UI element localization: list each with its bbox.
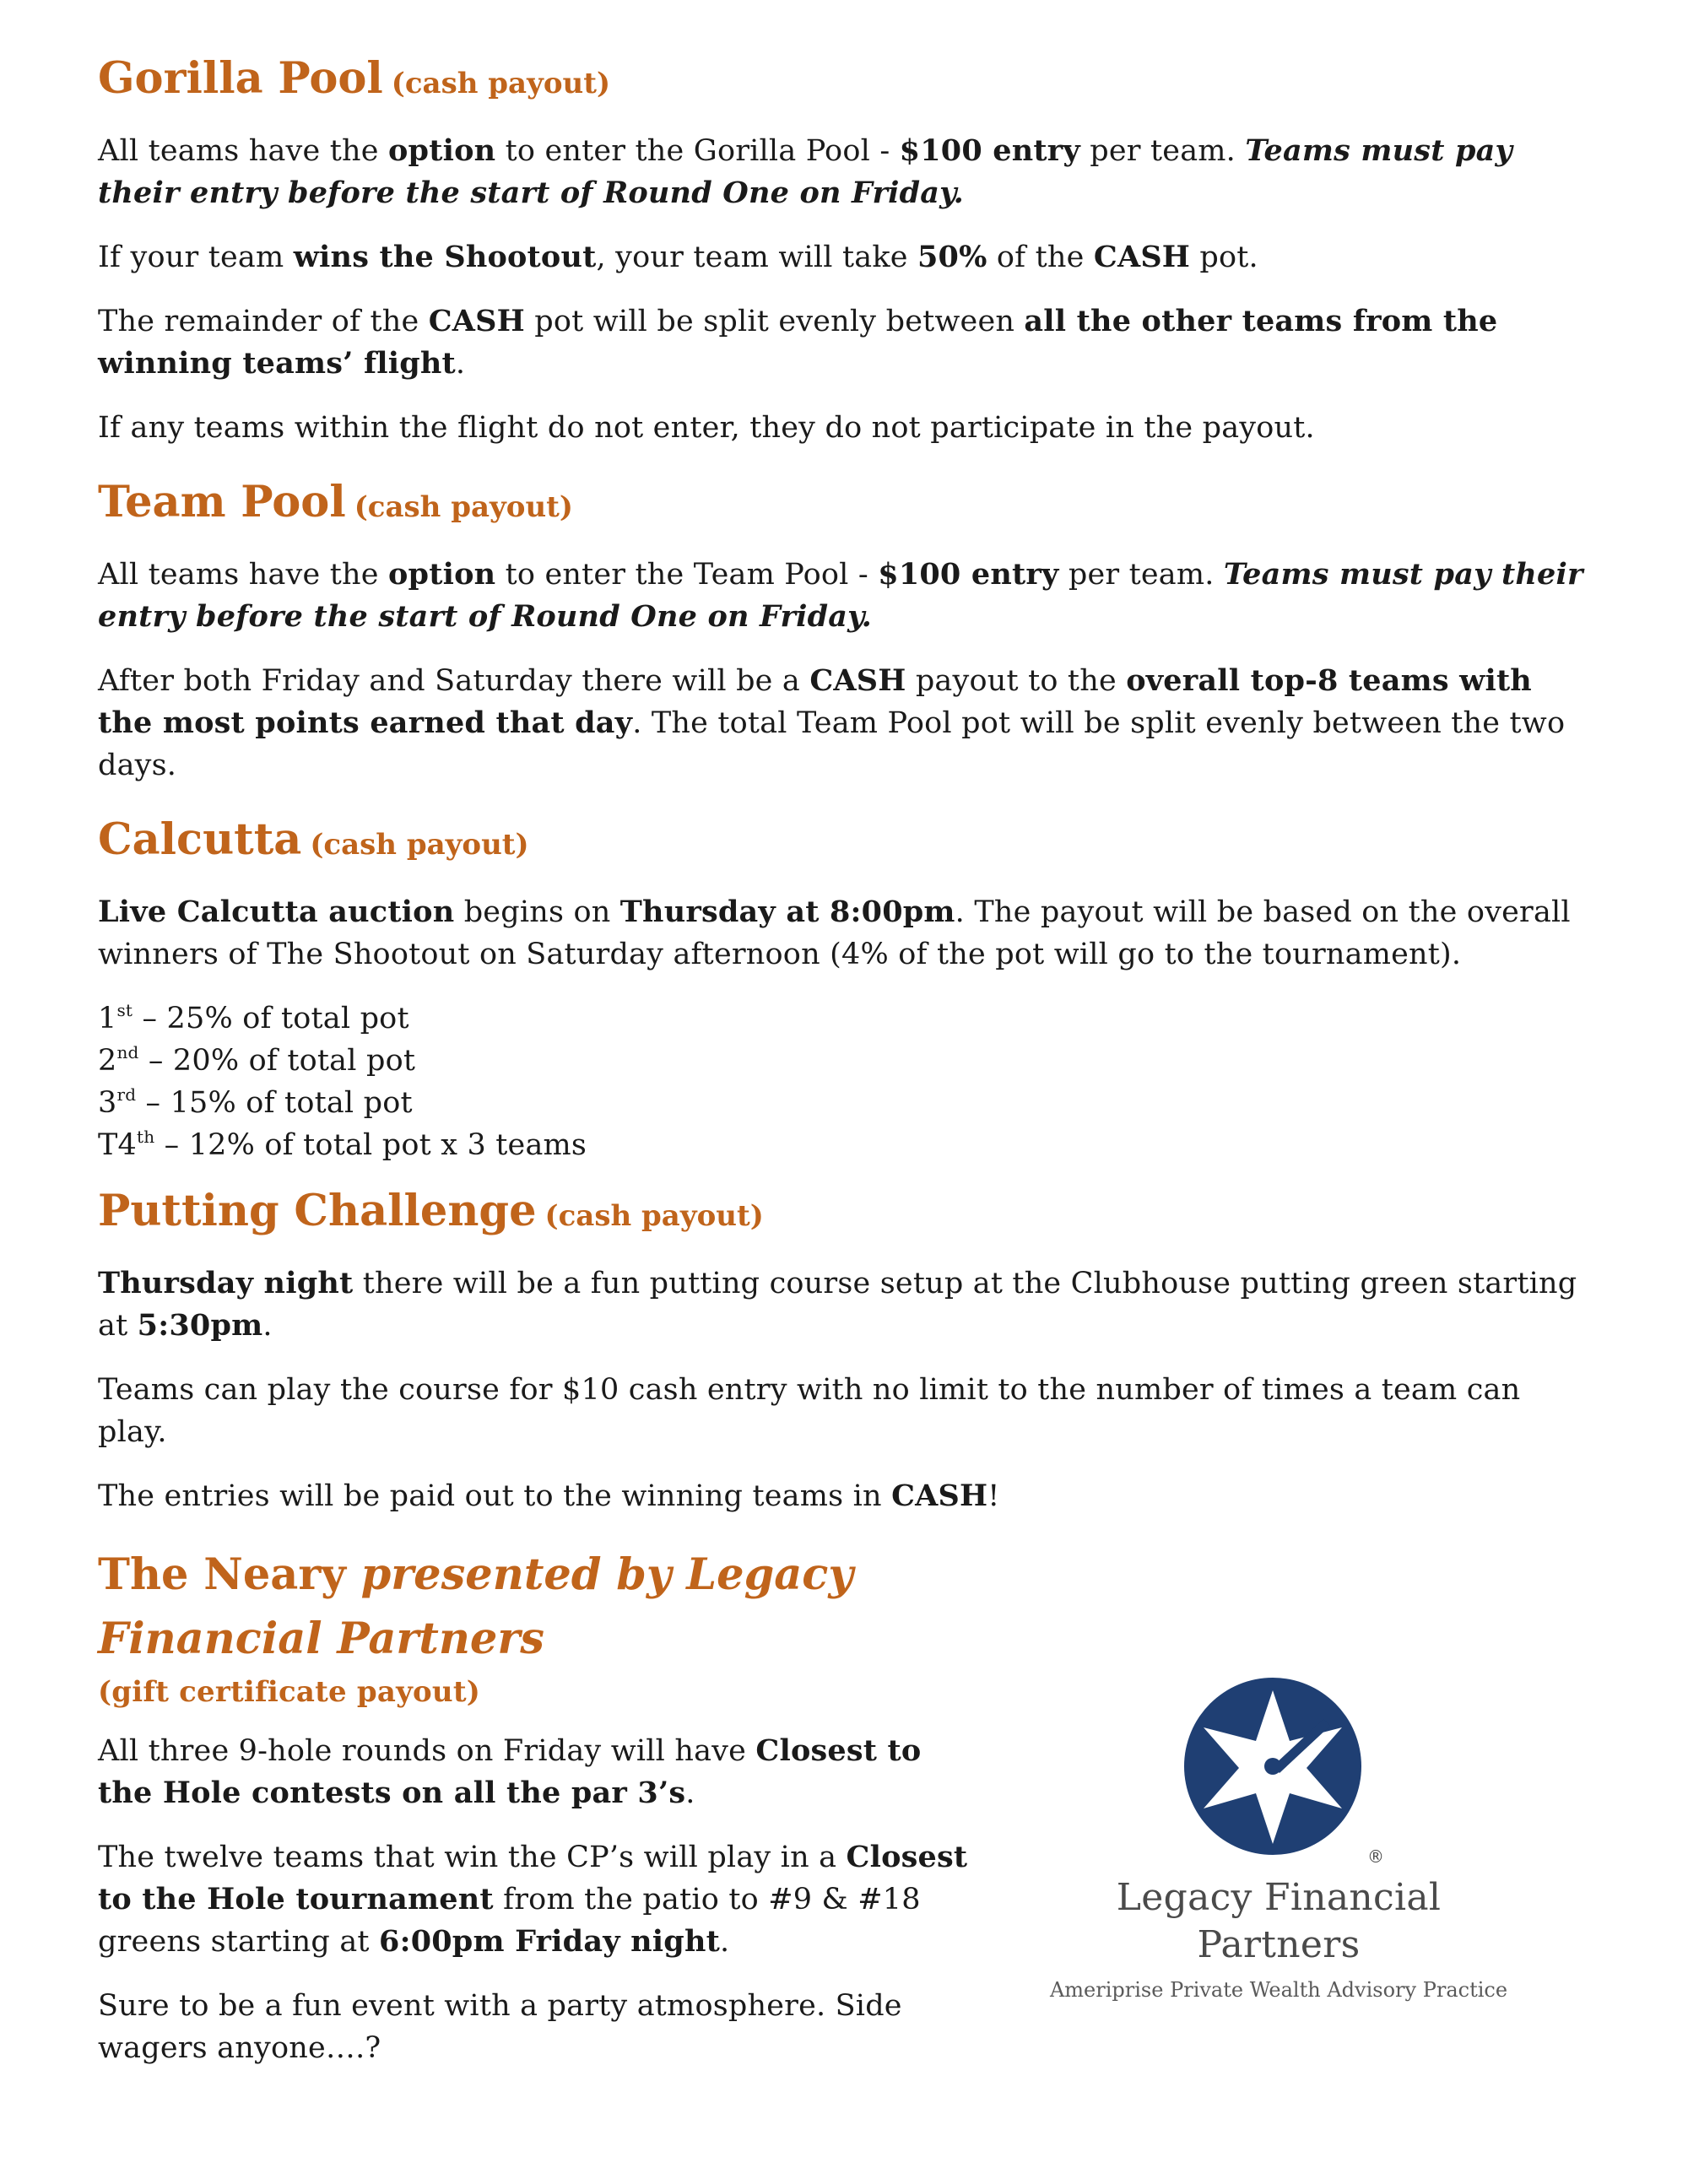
gorilla-pool-section	[98, 49, 1583, 449]
neary-paragraph-1: All three 9-hole rounds on Friday will have Closest to the Hole contests on all the par 3’s.	[98, 1733, 922, 1810]
logo-tagline: Ameriprise Private Wealth Advisory Practice	[1049, 1978, 1508, 2002]
neary-subtitle: (gift certificate payout)	[98, 1675, 481, 1709]
gorilla-pool-paragraph-3: The remainder of the CASH pot will be split evenly between all the other teams from the winning teams’ flight.	[98, 304, 1498, 381]
gorilla-pool-heading	[98, 49, 1583, 113]
team-pool-heading	[98, 473, 1583, 537]
gorilla-pool-paragraph-2: If your team wins the Shootout, your team will take 50% of the CASH pot.	[98, 240, 1258, 274]
legacy-financial-partners-logo	[1038, 1667, 1519, 2002]
gorilla-pool-paragraph-4: If any teams within the flight do not enter, they do not participate in the payout.	[98, 411, 1315, 445]
putting-challenge-section	[98, 1181, 1583, 1517]
calcutta-section	[98, 810, 1583, 1166]
gorilla-pool-paragraph-1: All teams have the option to enter the Gorilla Pool - $100 entry per team. Teams must pay their entry before the start of Round One on Friday.	[98, 133, 1513, 210]
payout-place: 2nd – 20% of total pot	[98, 1042, 416, 1078]
calcutta-payout-list	[98, 997, 1583, 1166]
star-in-circle-logo-icon	[1173, 1667, 1384, 1869]
neary-paragraph-2: The twelve teams that win the CP’s will play in a Closest to the Hole tournament from the patio to #9 & #18 greens starting at 6:00pm Friday night.	[98, 1840, 968, 1959]
team-pool-subtitle: (cash payout)	[354, 490, 573, 524]
putting-challenge-subtitle: (cash payout)	[544, 1199, 764, 1233]
calcutta-title: Calcutta	[98, 814, 302, 865]
gorilla-pool-title: Gorilla Pool	[98, 53, 383, 104]
putting-challenge-heading	[98, 1181, 1583, 1246]
payout-place: T4th – 12% of total pot x 3 teams	[98, 1127, 587, 1162]
payout-place: 1st – 25% of total pot	[98, 1000, 409, 1035]
logo-company-name: Legacy Financial Partners	[1116, 1876, 1442, 1966]
team-pool-section	[98, 473, 1583, 787]
neary-title: The Neary	[98, 1549, 361, 1600]
putting-challenge-title: Putting Challenge	[98, 1186, 537, 1236]
neary-heading	[98, 1543, 984, 1671]
putting-challenge-paragraph-3: The entries will be paid out to the winning teams in CASH!	[98, 1479, 1000, 1513]
calcutta-paragraph-1: Live Calcutta auction begins on Thursday at 8:00pm. The payout will be based on the overall winners of The Shootout on Saturday afternoon (4% of the pot will go to the tournament).	[98, 895, 1571, 971]
calcutta-heading	[98, 810, 1583, 874]
team-pool-paragraph-1: All teams have the option to enter the Team Pool - $100 entry per team. Teams must pay their entry before the start of Round One on Friday.	[98, 557, 1583, 634]
payout-place: 3rd – 15% of total pot	[98, 1084, 413, 1120]
registered-mark: ®	[1367, 1846, 1384, 1867]
team-pool-paragraph-2: After both Friday and Saturday there will be a CASH payout to the overall top-8 teams with the most points earned that day. The total Team Pool pot will be split evenly between the two days.	[98, 663, 1566, 782]
putting-challenge-paragraph-2: Teams can play the course for $10 cash entry with no limit to the number of times a team can play.	[98, 1373, 1521, 1449]
gorilla-pool-subtitle: (cash payout)	[391, 67, 611, 100]
calcutta-subtitle: (cash payout)	[310, 828, 529, 862]
putting-challenge-paragraph-1: Thursday night there will be a fun putting course setup at the Clubhouse putting green starting at 5:30pm.	[98, 1266, 1577, 1343]
team-pool-title: Team Pool	[98, 477, 346, 527]
neary-paragraph-3: Sure to be a fun event with a party atmosphere. Side wagers anyone….?	[98, 1989, 902, 2065]
neary-title-sponsor: presented by Legacy Financial Partners	[98, 1549, 853, 1664]
